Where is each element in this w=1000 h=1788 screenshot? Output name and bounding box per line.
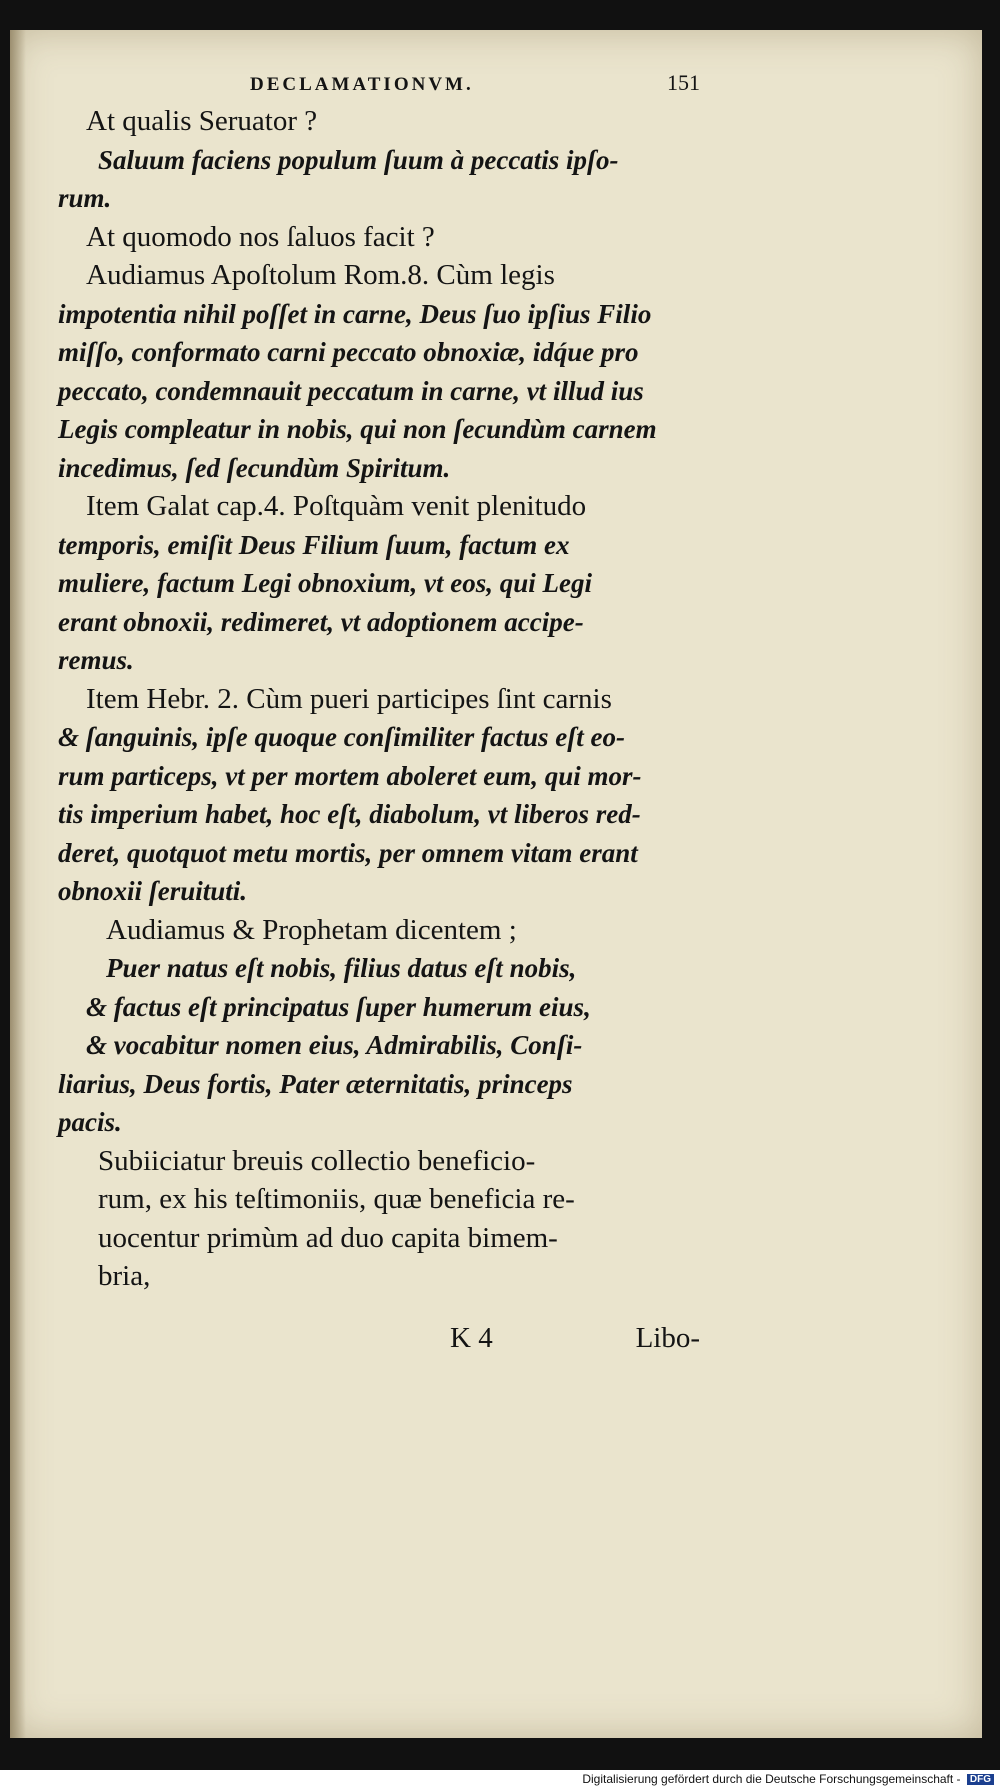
text-line: rum, ex his teſtimoniis, quæ beneficia re- [98,1183,575,1215]
page-header [140,68,700,102]
text-line: & factus eſt principatus ſuper humerum eius, [86,991,591,1022]
text-line: obnoxii ſeruituti. [58,876,248,906]
text-line: pacis. [58,1107,122,1137]
text-line: impotentia nihil poſſet in carne, Deus ſuo ipſius Filio [58,298,652,329]
text-line: Item Hebr. 2. Cùm pueri participes ſint carnis [86,682,612,715]
page-number: 151 [667,70,700,95]
text-line: muliere, factum Legi obnoxium, vt eos, qui Legi [58,568,592,598]
text-line: tis imperium habet, hoc eſt, diabolum, vt liberos red- [58,799,641,829]
text-line: erant obnoxii, redimeret, vt adoptionem accipe- [58,606,584,637]
text-line: deret, quotquot metu mortis, per omnem vitam erant [58,837,638,868]
text-line: incedimus, ſed ſecundùm Spiritum. [58,452,451,483]
text-line: bria, [98,1260,151,1292]
text-line: & vocabitur nomen eius, Admirabilis, Conſi- [86,1030,583,1060]
text-line: Subiiciatur breuis collectio beneficio- [98,1144,536,1177]
text-line: temporis, emiſit Deus Filium ſuum, factum ex [58,529,570,560]
text-line: Legis compleatur in nobis, qui non ſecundùm carnem [58,414,657,444]
digitization-credit [582,1772,994,1786]
credit-text: Digitalisierung gefördert durch die Deutsche Forschungsgemeinschaft - [582,1772,961,1786]
text-line: At qualis Seruator ? [86,105,318,137]
running-head: DECLAMATIONVM. [250,74,474,95]
text-line: Item Galat cap.4. Poſtquàm venit plenitudo [86,490,587,522]
text-line: rum particeps, vt per mortem aboleret eum, qui mor- [58,760,642,791]
body-text [58,102,688,1296]
text-line: remus. [58,645,134,675]
text-line: liarius, Deus fortis, Pater æternitatis, princeps [58,1068,573,1099]
text-line: rum. [58,183,112,213]
text-line: Audiamus Apoſtolum Rom.8. Cùm legis [86,259,555,291]
text-line: & ſanguinis, ipſe quoque conſimiliter factus eſt eo- [58,722,625,752]
text-line: uocentur primùm ad duo capita bimem- [98,1221,558,1254]
book-page [10,30,982,1738]
gutter-shadow [10,30,26,1738]
text-line: Saluum faciens populum ſuum à peccatis ipſo- [98,144,619,175]
page-footer [450,1322,700,1362]
signature-mark: K 4 [450,1322,493,1354]
text-line: miſſo, conformato carni peccato obnoxiæ, idq́ue pro [58,337,639,367]
text-line: Audiamus & Prophetam dicentem ; [106,913,517,946]
catchword: Libo- [635,1322,700,1354]
dfg-logo: DFG [967,1774,994,1785]
text-line: At quomodo nos ſaluos facit ? [86,220,435,253]
text-line: peccato, condemnauit peccatum in carne, vt illud ius [58,375,644,406]
text-line: Puer natus eſt nobis, filius datus eſt nobis, [106,953,577,983]
